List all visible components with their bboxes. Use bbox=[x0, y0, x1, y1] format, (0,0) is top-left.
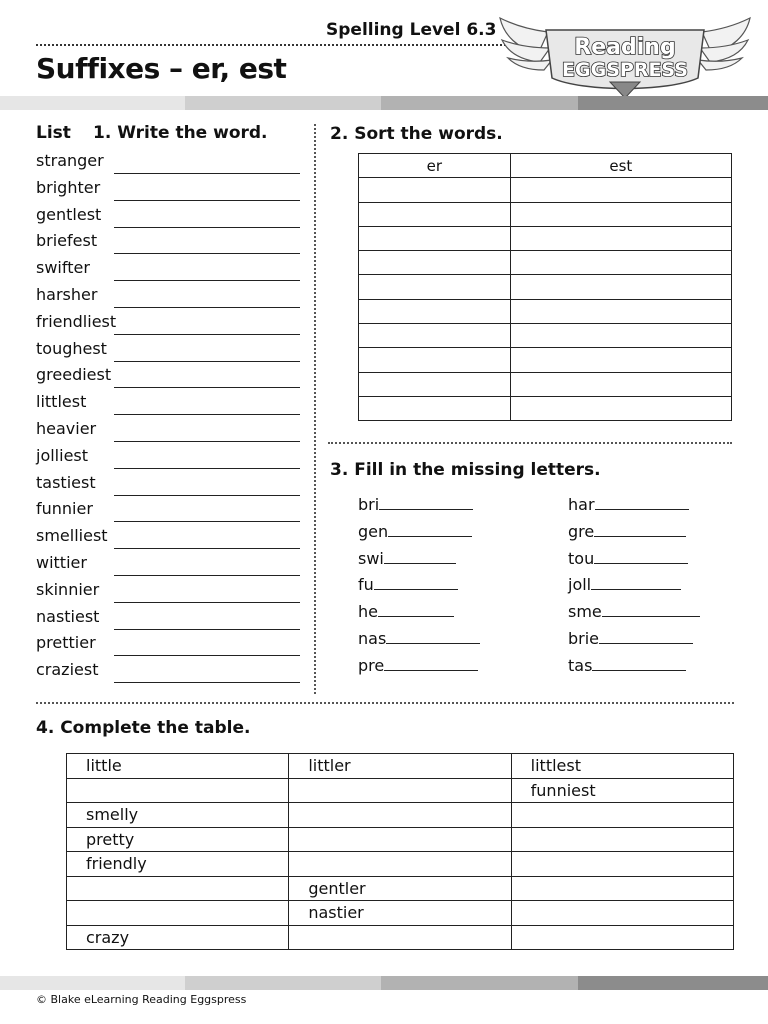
fill-blank[interactable] bbox=[594, 522, 686, 537]
write-line[interactable] bbox=[114, 334, 300, 335]
sort-cell-est[interactable] bbox=[510, 226, 731, 250]
sort-row bbox=[359, 251, 732, 275]
sort-cell-er[interactable] bbox=[359, 372, 511, 396]
write-line[interactable] bbox=[114, 602, 300, 603]
fill-blank[interactable] bbox=[374, 575, 458, 590]
write-line[interactable] bbox=[114, 227, 300, 228]
word-fragment: swi bbox=[358, 548, 384, 568]
word-fragment: pre bbox=[358, 655, 385, 675]
write-line[interactable] bbox=[114, 468, 300, 469]
fill-blank[interactable] bbox=[386, 629, 480, 644]
sort-cell-er[interactable] bbox=[359, 396, 511, 420]
table-row bbox=[67, 876, 734, 901]
spelling-word: harsher bbox=[36, 285, 98, 304]
fill-item bbox=[358, 656, 478, 675]
write-line[interactable] bbox=[114, 682, 300, 683]
write-line[interactable] bbox=[114, 629, 300, 630]
sort-row bbox=[359, 348, 732, 372]
fill-item bbox=[358, 522, 472, 541]
fill-item bbox=[568, 629, 693, 648]
word-fragment: brie bbox=[568, 629, 600, 648]
section1-title: 1. Write the word. bbox=[93, 123, 268, 143]
spelling-word: heavier bbox=[36, 419, 97, 438]
fill-blank[interactable] bbox=[599, 629, 693, 644]
logo-text-eggspress: EGGSPRESS bbox=[562, 59, 688, 81]
table-row bbox=[67, 827, 734, 852]
table-cell: littler bbox=[289, 754, 511, 779]
table-cell[interactable] bbox=[289, 803, 511, 828]
section-divider bbox=[328, 442, 732, 444]
sort-cell-est[interactable] bbox=[510, 178, 731, 202]
spelling-word: smelliest bbox=[36, 526, 108, 546]
fill-item bbox=[568, 522, 686, 541]
word-fragment: gre bbox=[568, 521, 595, 541]
fill-item bbox=[358, 575, 458, 594]
word-fragment: he bbox=[358, 602, 378, 622]
spelling-word: toughest bbox=[36, 338, 107, 358]
write-line[interactable] bbox=[114, 521, 300, 522]
word-fragment: fu bbox=[358, 575, 374, 595]
table-row bbox=[67, 778, 734, 803]
table-cell[interactable] bbox=[67, 901, 289, 926]
fill-item bbox=[568, 656, 686, 675]
logo-text-reading: Reading bbox=[574, 35, 676, 60]
word-fragment: har bbox=[568, 495, 595, 514]
sort-cell-er[interactable] bbox=[359, 178, 511, 202]
table-cell[interactable] bbox=[289, 925, 511, 950]
section4-title: 4. Complete the table. bbox=[36, 718, 251, 738]
fill-item bbox=[568, 495, 689, 514]
sort-row bbox=[359, 372, 732, 396]
sort-cell-er[interactable] bbox=[359, 299, 511, 323]
write-line[interactable] bbox=[114, 414, 300, 415]
table-cell: little bbox=[67, 754, 289, 779]
table-cell: crazy bbox=[67, 925, 289, 950]
sort-row bbox=[359, 396, 732, 420]
table-cell[interactable] bbox=[67, 778, 289, 803]
header-divider bbox=[36, 44, 506, 46]
page-title: Suffixes – er, est bbox=[36, 52, 287, 85]
fill-blank[interactable] bbox=[594, 549, 688, 564]
fill-item bbox=[358, 549, 456, 568]
write-line[interactable] bbox=[114, 280, 300, 281]
write-line[interactable] bbox=[114, 575, 300, 576]
table-cell[interactable] bbox=[511, 803, 733, 828]
fill-blank[interactable] bbox=[595, 495, 689, 510]
footer-stripe bbox=[0, 976, 768, 990]
table-cell[interactable] bbox=[511, 901, 733, 926]
write-line[interactable] bbox=[114, 307, 300, 308]
table-cell: pretty bbox=[67, 827, 289, 852]
sort-cell-er[interactable] bbox=[359, 275, 511, 299]
table-row bbox=[67, 803, 734, 828]
table-row bbox=[67, 754, 734, 779]
spelling-word: briefest bbox=[36, 231, 98, 251]
write-line[interactable] bbox=[114, 253, 300, 254]
sort-row bbox=[359, 324, 732, 348]
sort-row bbox=[359, 275, 732, 299]
sort-cell-er[interactable] bbox=[359, 226, 511, 250]
table-cell[interactable] bbox=[511, 876, 733, 901]
write-line[interactable] bbox=[114, 200, 300, 201]
spelling-word: tastiest bbox=[36, 472, 96, 492]
level-label: Spelling Level 6.3 bbox=[326, 20, 497, 40]
spelling-word: brighter bbox=[36, 177, 101, 197]
write-line[interactable] bbox=[114, 655, 300, 656]
spelling-word: skinnier bbox=[36, 579, 100, 599]
sort-cell-est[interactable] bbox=[510, 372, 731, 396]
sort-cell-er[interactable] bbox=[359, 348, 511, 372]
spelling-word: littlest bbox=[36, 392, 87, 412]
sort-cell-est[interactable] bbox=[510, 275, 731, 299]
sort-header-er: er bbox=[359, 154, 511, 178]
write-line[interactable] bbox=[114, 387, 300, 388]
column-divider bbox=[314, 124, 316, 694]
spelling-word: greediest bbox=[36, 365, 112, 385]
fill-item bbox=[568, 549, 688, 568]
table-cell: nastier bbox=[289, 901, 511, 926]
table-cell[interactable] bbox=[289, 778, 511, 803]
sort-row bbox=[359, 202, 732, 226]
spelling-word: swifter bbox=[36, 258, 90, 278]
fill-blank[interactable] bbox=[592, 656, 686, 671]
table-row bbox=[67, 901, 734, 926]
copyright: © Blake eLearning Reading Eggspress bbox=[36, 993, 247, 1006]
complete-table bbox=[66, 753, 734, 950]
sort-header-est: est bbox=[510, 154, 731, 178]
section3-title: 3. Fill in the missing letters. bbox=[330, 460, 601, 480]
fill-item bbox=[568, 602, 700, 621]
spelling-word: funnier bbox=[36, 499, 93, 519]
write-line[interactable] bbox=[114, 173, 300, 174]
spelling-word: jolliest bbox=[36, 445, 89, 465]
fill-item bbox=[358, 495, 473, 514]
spelling-word: prettier bbox=[36, 633, 96, 653]
reading-eggspress-logo bbox=[498, 8, 752, 100]
sort-cell-est[interactable] bbox=[510, 251, 731, 275]
word-fragment: tou bbox=[568, 548, 595, 568]
fill-blank[interactable] bbox=[384, 656, 478, 671]
sort-cell-er[interactable] bbox=[359, 251, 511, 275]
table-cell[interactable] bbox=[289, 852, 511, 877]
fill-blank[interactable] bbox=[384, 549, 456, 564]
table-cell: littlest bbox=[511, 754, 733, 779]
table-cell[interactable] bbox=[289, 827, 511, 852]
sort-cell-er[interactable] bbox=[359, 202, 511, 226]
table-cell[interactable] bbox=[511, 852, 733, 877]
fill-blank[interactable] bbox=[602, 602, 700, 617]
spelling-word: wittier bbox=[36, 553, 87, 572]
word-fragment: bri bbox=[358, 495, 380, 514]
section2-title: 2. Sort the words. bbox=[330, 124, 503, 144]
spelling-word: stranger bbox=[36, 151, 104, 170]
table-row bbox=[67, 852, 734, 877]
sort-cell-est[interactable] bbox=[510, 396, 731, 420]
spelling-word: gentlest bbox=[36, 204, 102, 224]
word-fragment: nas bbox=[358, 629, 387, 648]
header-stripe bbox=[0, 96, 768, 110]
list-label: List bbox=[36, 123, 71, 143]
fill-blank[interactable] bbox=[379, 495, 473, 510]
table-cell[interactable] bbox=[511, 925, 733, 950]
sort-row bbox=[359, 226, 732, 250]
table-cell: funniest bbox=[511, 778, 733, 803]
sort-cell-est[interactable] bbox=[510, 299, 731, 323]
table-cell: gentler bbox=[289, 876, 511, 901]
sort-cell-est[interactable] bbox=[510, 202, 731, 226]
table-cell[interactable] bbox=[511, 827, 733, 852]
table-row bbox=[67, 925, 734, 950]
table-cell: smelly bbox=[67, 803, 289, 828]
spelling-word: nastiest bbox=[36, 606, 100, 626]
write-line[interactable] bbox=[114, 361, 300, 362]
fill-item bbox=[568, 575, 681, 594]
word-fragment: gen bbox=[358, 521, 389, 541]
spelling-word: craziest bbox=[36, 660, 99, 680]
word-fragment: tas bbox=[568, 655, 593, 675]
sort-cell-est[interactable] bbox=[510, 324, 731, 348]
sort-table bbox=[358, 153, 732, 421]
word-fragment: joll bbox=[568, 575, 592, 595]
sort-cell-est[interactable] bbox=[510, 348, 731, 372]
write-line[interactable] bbox=[114, 495, 300, 496]
write-line[interactable] bbox=[114, 441, 300, 442]
write-line[interactable] bbox=[114, 548, 300, 549]
sort-row bbox=[359, 178, 732, 202]
fill-item bbox=[358, 629, 480, 648]
sort-cell-er[interactable] bbox=[359, 324, 511, 348]
word-fragment: sme bbox=[568, 602, 602, 622]
sort-row bbox=[359, 299, 732, 323]
table-cell[interactable] bbox=[67, 876, 289, 901]
fill-item bbox=[358, 602, 454, 621]
spelling-word: friendliest bbox=[36, 311, 117, 331]
fill-blank[interactable] bbox=[388, 522, 472, 537]
fill-blank[interactable] bbox=[591, 575, 681, 590]
section-divider-bottom bbox=[36, 702, 734, 704]
table-cell: friendly bbox=[67, 852, 289, 877]
fill-blank[interactable] bbox=[378, 602, 454, 617]
